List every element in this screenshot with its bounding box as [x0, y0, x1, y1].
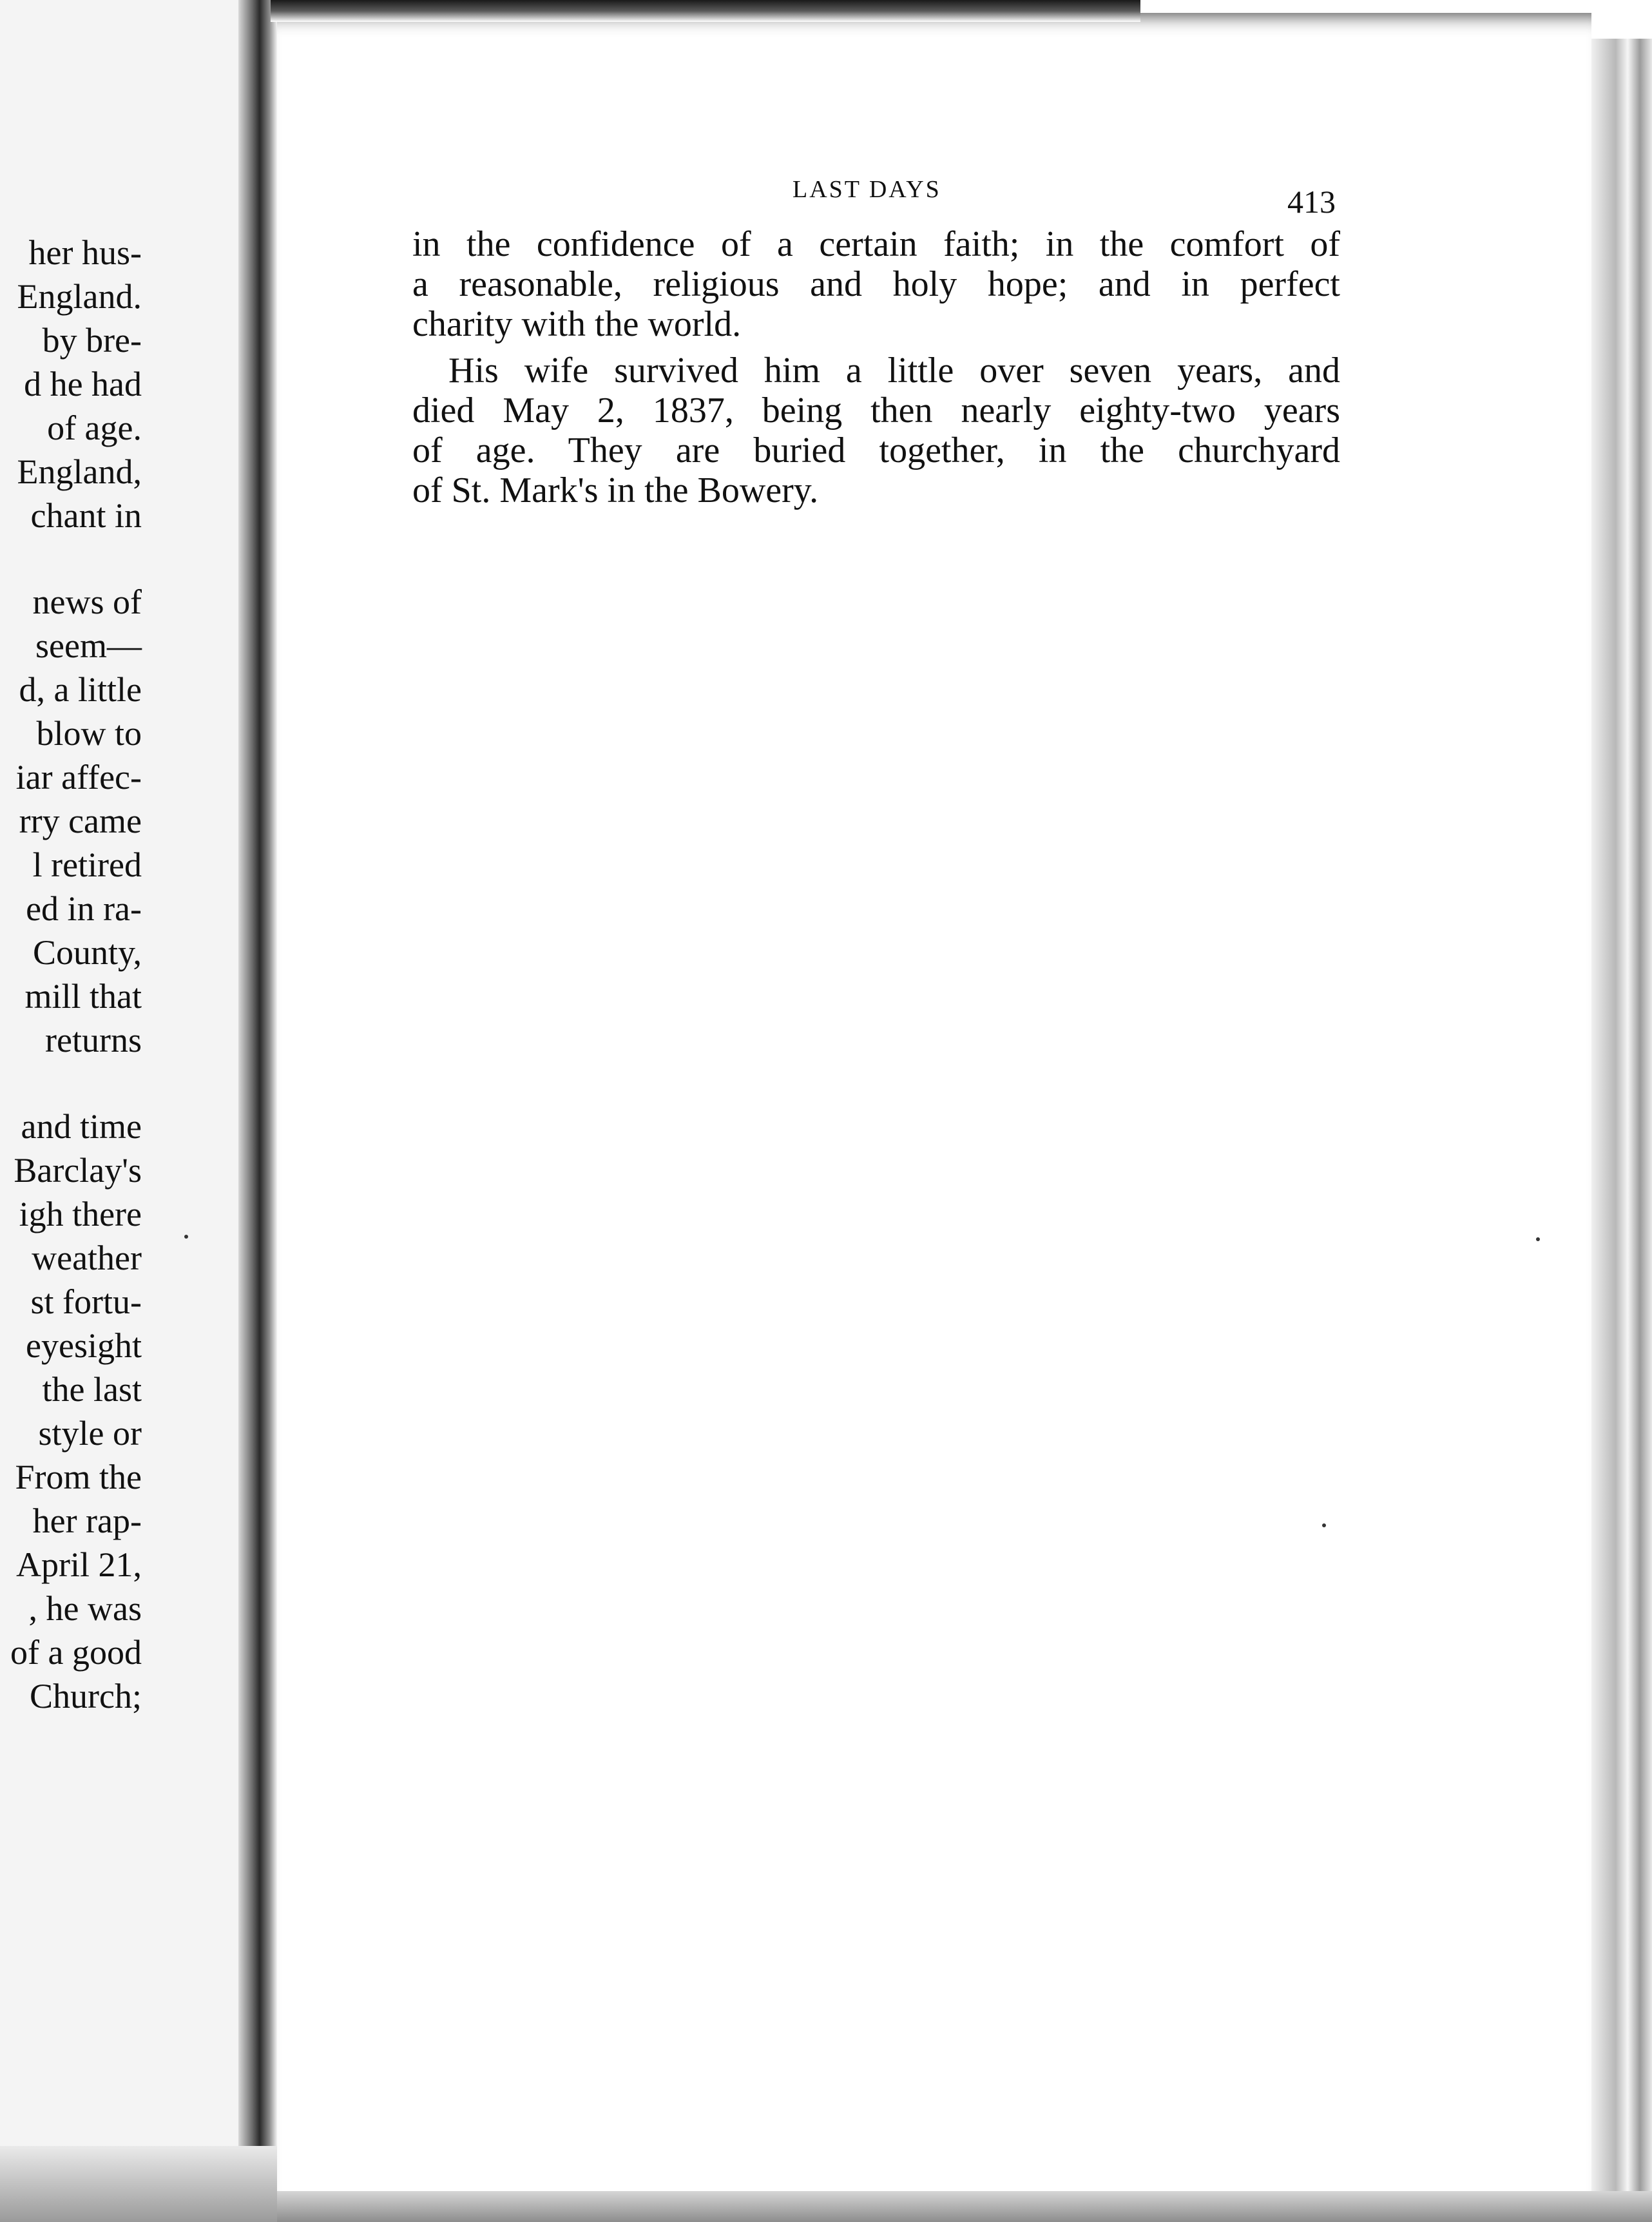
left-line: mill that: [24, 977, 142, 1016]
scan-speck: [1322, 1523, 1326, 1527]
text-line: His wife survived him a little over seven years, and: [448, 351, 1340, 391]
text-line: of St. Mark's in the Bowery.: [412, 470, 819, 510]
left-line: of age.: [47, 409, 142, 447]
left-line: chant in: [30, 496, 142, 535]
left-line: weather: [32, 1239, 142, 1277]
left-line: st fortu-: [30, 1282, 142, 1321]
left-line: blow to: [36, 714, 142, 753]
left-line: eyesight: [26, 1326, 142, 1365]
body-text: [412, 224, 1340, 510]
left-line: England.: [17, 277, 142, 316]
left-line: , he was: [28, 1589, 142, 1628]
text-line: died May 2, 1837, being then nearly eighty-two years: [412, 391, 1340, 430]
text-line: charity with the world.: [412, 304, 742, 344]
page-fore-edge: [1591, 39, 1652, 2222]
left-line: of a good: [10, 1633, 142, 1672]
page-number: 413: [1287, 184, 1336, 220]
left-line: Barclay's: [14, 1151, 142, 1190]
book-gutter: [238, 0, 277, 2222]
left-line: Church;: [30, 1677, 142, 1715]
left-line: From the: [15, 1458, 142, 1496]
left-line: d he had: [24, 365, 142, 403]
left-line: returns: [45, 1021, 142, 1059]
left-line: l retired: [32, 845, 142, 884]
text-line: of age. They are buried together, in the churchyard: [412, 430, 1340, 470]
paragraph: [412, 351, 1340, 510]
page-top-edge: [271, 0, 1140, 22]
running-head: LAST DAYS: [792, 176, 941, 203]
left-facing-page: [0, 0, 238, 2222]
left-line: County,: [32, 933, 142, 972]
left-line: her rap-: [32, 1502, 142, 1540]
left-line: d, a little: [19, 670, 142, 709]
left-line: ed in ra-: [26, 889, 142, 928]
text-line: a reasonable, religious and holy hope; and in perfect: [412, 264, 1340, 304]
text-line: in the confidence of a certain faith; in the comfort of: [412, 224, 1340, 264]
left-line: her hus-: [28, 233, 142, 272]
left-line: news of: [32, 583, 142, 621]
left-line: seem—: [35, 626, 142, 665]
left-line: by bre-: [42, 321, 142, 360]
left-line: April 21,: [16, 1545, 142, 1584]
left-line: and time: [21, 1107, 142, 1146]
left-line: style or: [38, 1414, 142, 1453]
left-line: England,: [17, 452, 142, 491]
left-line: iar affec-: [15, 758, 142, 797]
left-line: rry came: [19, 802, 142, 840]
page-bottom-edge: [277, 2191, 1652, 2222]
scan-speck: [1536, 1237, 1540, 1241]
left-line: igh there: [19, 1195, 142, 1233]
left-line: the last: [42, 1370, 142, 1409]
scan-speck: [184, 1235, 188, 1239]
paragraph: [412, 224, 1340, 344]
left-page-bottom-edge: [0, 2146, 277, 2222]
